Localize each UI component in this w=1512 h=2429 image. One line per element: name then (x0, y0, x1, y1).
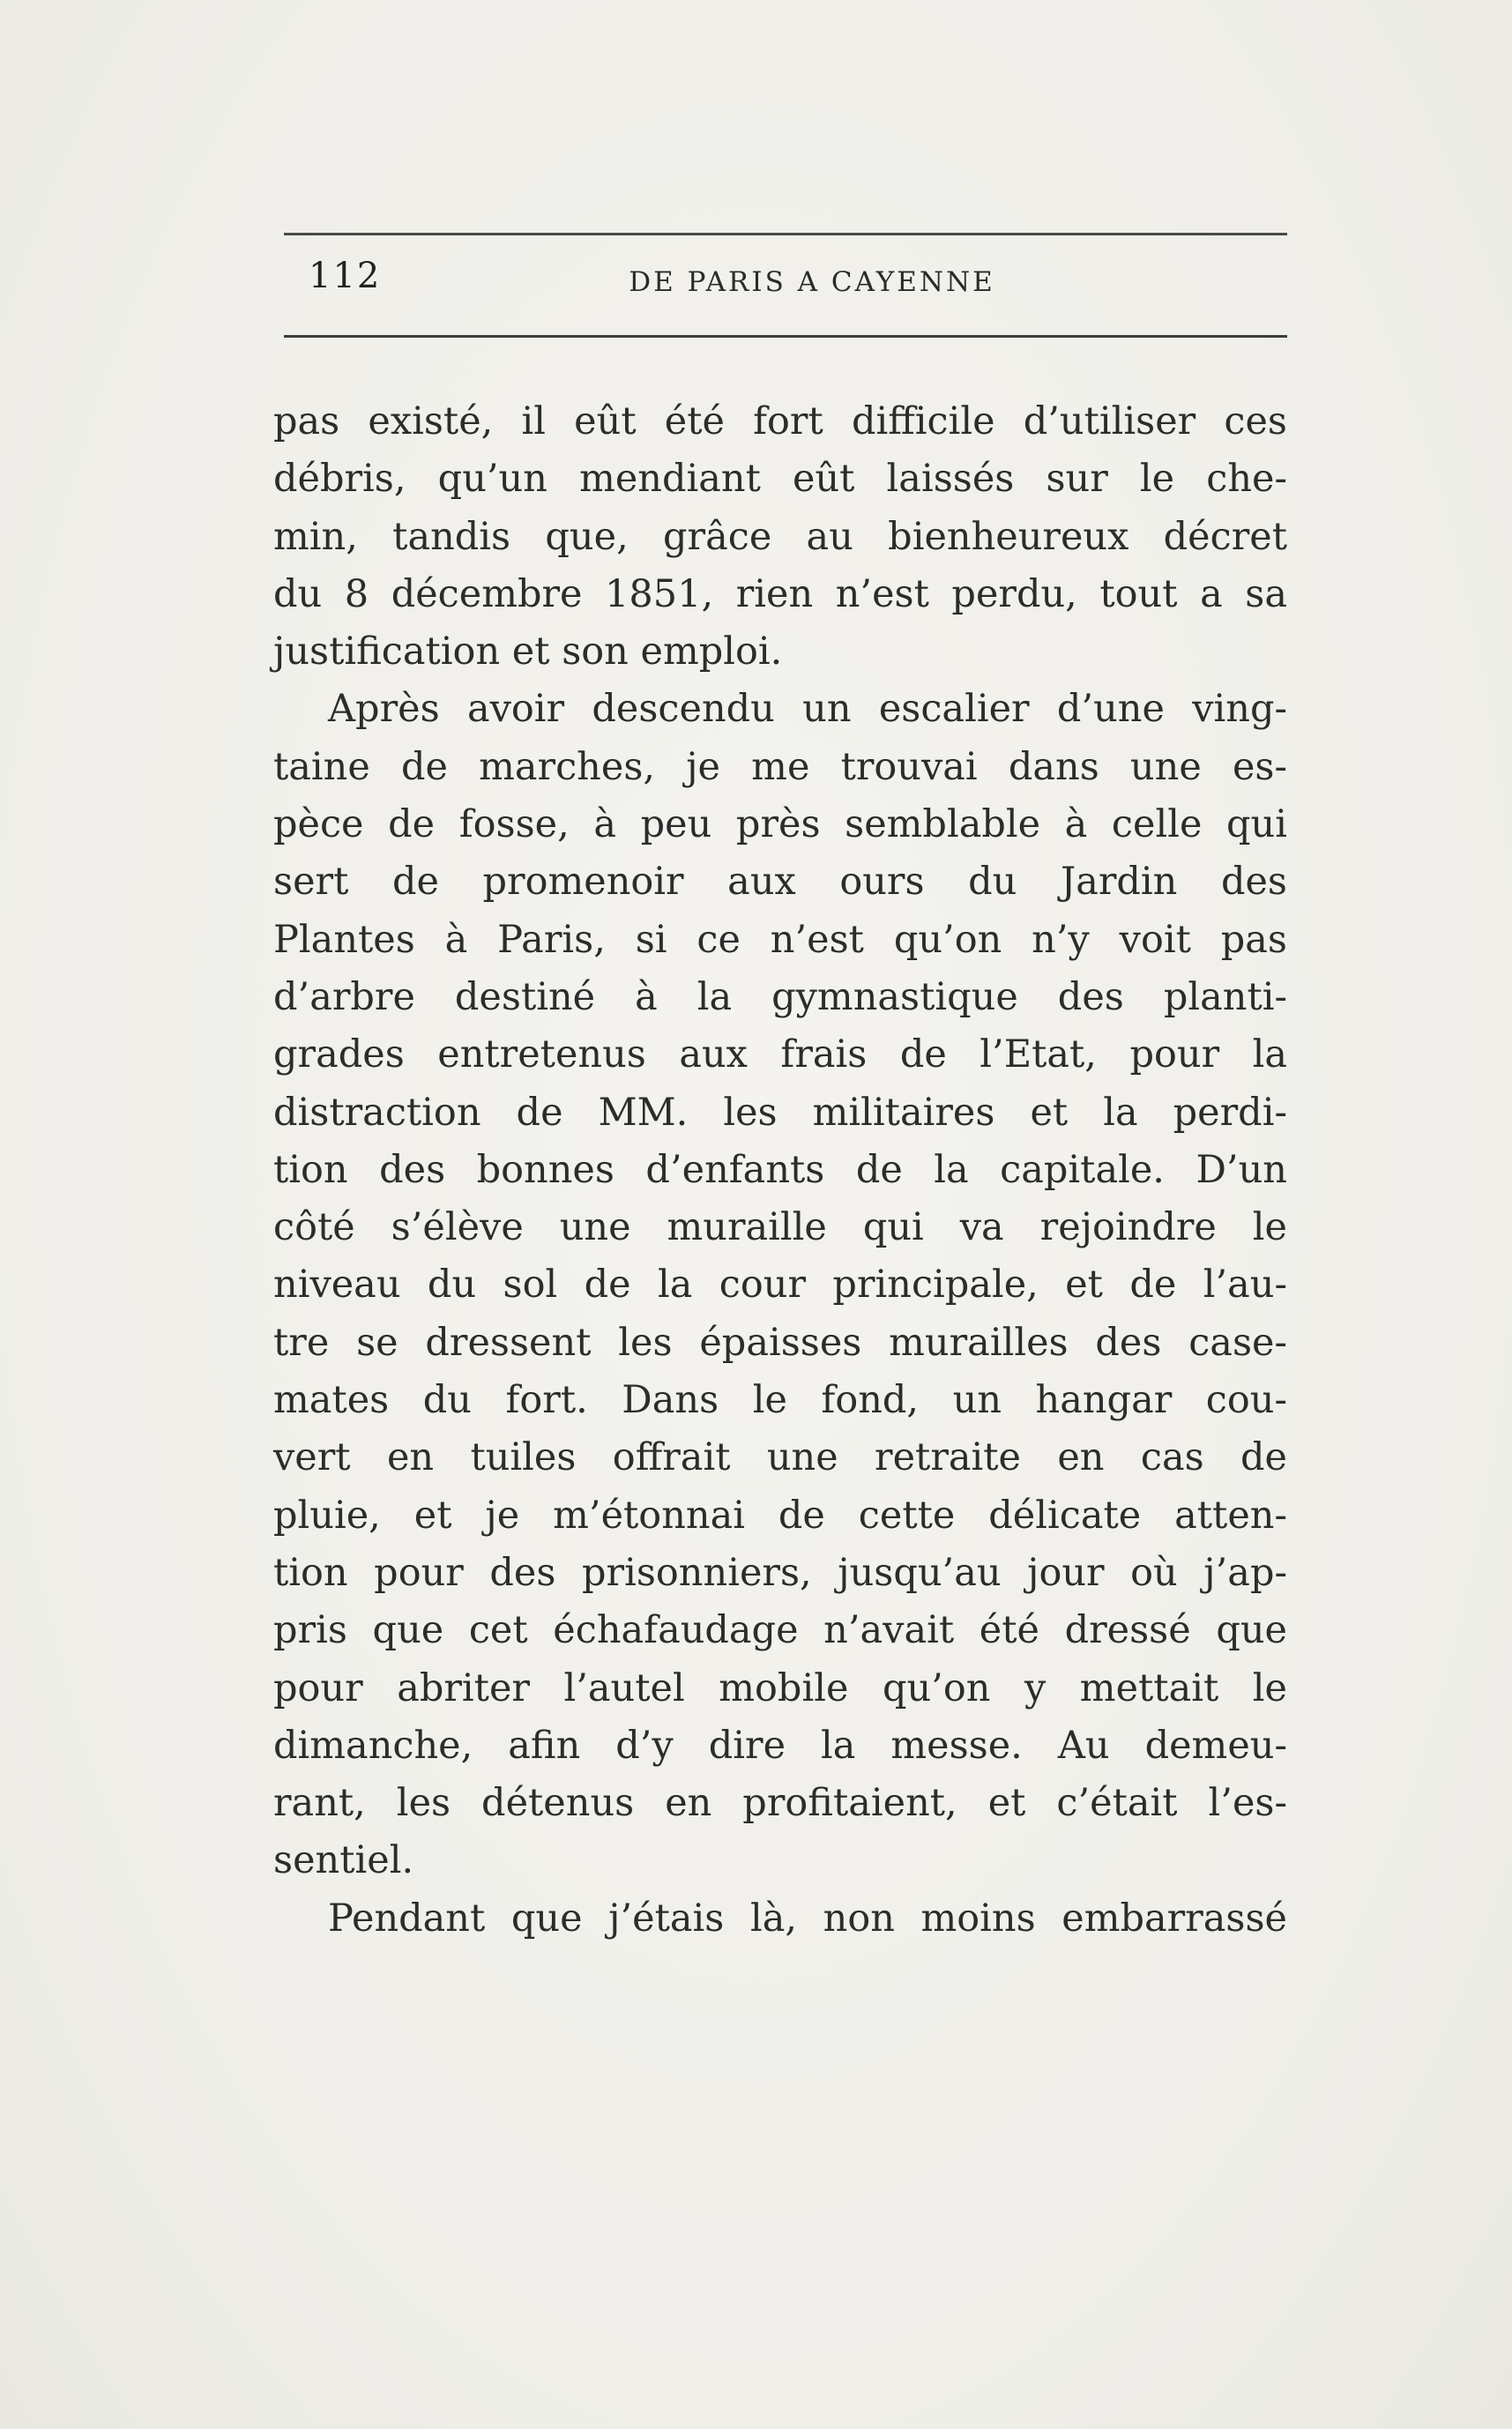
text-line: tre se dressent les épaisses murailles des case- (273, 1320, 1287, 1365)
text-line: d’arbre destiné à la gymnastique des planti- (273, 974, 1287, 1019)
text-line: pluie, et je m’étonnai de cette délicate atten- (273, 1493, 1287, 1538)
text-line: pèce de fosse, à peu près semblable à celle qui (273, 802, 1287, 847)
text-line: tion des bonnes d’enfants de la capitale. D’un (273, 1147, 1287, 1192)
text-line: sert de promenoir aux ours du Jardin des (273, 860, 1287, 905)
text-line: Plantes à Paris, si ce n’est qu’on n’y voit pas (273, 917, 1287, 962)
text-line: distraction de MM. les militaires et la perdi- (273, 1090, 1287, 1135)
text-line: rant, les détenus en profitaient, et c’était l’es- (273, 1781, 1287, 1826)
text-line: pas existé, il eût été fort difficile d’utiliser ces (273, 399, 1287, 443)
running-header (284, 240, 1287, 337)
text-line: Après avoir descendu un escalier d’une ving- (328, 687, 1287, 732)
text-line: pris que cet échafaudage n’avait été dressé que (273, 1608, 1287, 1653)
text-line: vert en tuiles offrait une retraite en cas de (273, 1435, 1287, 1480)
text-line: min, tandis que, grâce au bienheureux décret (273, 514, 1287, 559)
page-number: 112 (309, 256, 382, 296)
text-line: côté s’élève une muraille qui va rejoindre le (273, 1205, 1287, 1250)
text-line: Pendant que j’étais là, non moins embarrassé (328, 1896, 1287, 1941)
text-line: niveau du sol de la cour principale, et de l’au- (273, 1263, 1287, 1308)
text-line: dimanche, afin d’y dire la messe. Au demeu- (273, 1723, 1287, 1768)
text-line: sentiel. (273, 1838, 414, 1883)
text-line: grades entretenus aux frais de l’Etat, pour la (273, 1032, 1287, 1077)
text-line: du 8 décembre 1851, rien n’est perdu, tout a sa (273, 571, 1287, 616)
header-bottom-rule (284, 335, 1287, 338)
text-line: justification et son emploi. (273, 630, 783, 674)
text-line: pour abriter l’autel mobile qu’on y mettait le (273, 1665, 1287, 1710)
text-line: débris, qu’un mendiant eût laissés sur le che- (273, 457, 1287, 502)
header-top-rule (284, 233, 1287, 235)
text-line: taine de marches, je me trouvai dans une es- (273, 744, 1287, 789)
text-line: tion pour des prisonniers, jusqu’au jour où j’ap- (273, 1550, 1287, 1595)
running-title: DE PARIS A CAYENNE (629, 266, 995, 298)
text-line: mates du fort. Dans le fond, un hangar cou- (273, 1378, 1287, 1423)
body-text (273, 393, 1287, 1948)
